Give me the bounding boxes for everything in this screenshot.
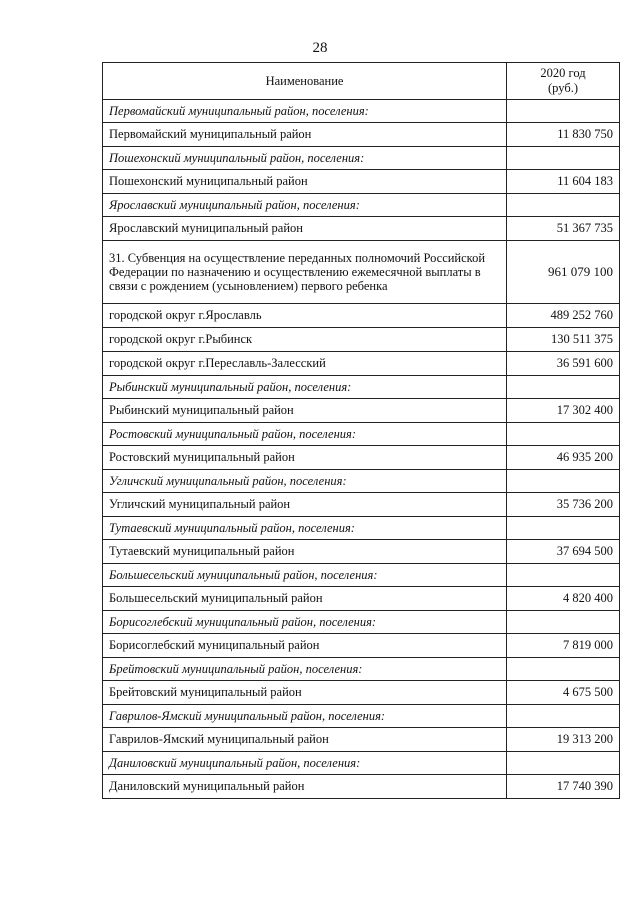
row-name-cell: Ярославский муниципальный район, поселения:	[103, 194, 507, 217]
table-row	[103, 728, 620, 752]
row-name-cell: Гаврилов-Ямский муниципальный район, поселения:	[103, 705, 507, 728]
section-row	[103, 658, 620, 681]
table-row	[103, 399, 620, 423]
table-row	[103, 587, 620, 611]
row-value-cell	[507, 564, 620, 587]
table-body	[103, 100, 620, 799]
row-name-cell: Угличский муниципальный район, поселения:	[103, 470, 507, 493]
section-row	[103, 147, 620, 170]
row-value-cell	[507, 705, 620, 728]
row-name-cell: Пошехонский муниципальный район	[103, 170, 507, 194]
row-value-cell	[507, 423, 620, 446]
row-value-cell: 36 591 600	[507, 352, 620, 376]
row-name-cell: 31. Субвенция на осуществление переданных полномочий Российской Федерации по назначению и осуществлению ежемесячной выплаты в связи с рождением (усыновлением) первого ребенка	[103, 241, 507, 304]
section-row	[103, 423, 620, 446]
row-value-cell	[507, 611, 620, 634]
row-value-cell: 17 740 390	[507, 775, 620, 799]
subvention-row	[103, 241, 620, 304]
table-row	[103, 634, 620, 658]
section-row	[103, 752, 620, 775]
row-value-cell: 489 252 760	[507, 304, 620, 328]
budget-table	[102, 62, 620, 799]
row-name-cell: Ростовский муниципальный район, поселения:	[103, 423, 507, 446]
row-value-cell: 130 511 375	[507, 328, 620, 352]
row-value-cell: 46 935 200	[507, 446, 620, 470]
row-name-cell: Пошехонский муниципальный район, поселения:	[103, 147, 507, 170]
row-value-cell: 37 694 500	[507, 540, 620, 564]
row-name-cell: Рыбинский муниципальный район, поселения:	[103, 376, 507, 399]
row-value-cell: 51 367 735	[507, 217, 620, 241]
row-name-cell: Ростовский муниципальный район	[103, 446, 507, 470]
row-name-cell: Борисоглебский муниципальный район, поселения:	[103, 611, 507, 634]
row-name-cell: Брейтовский муниципальный район	[103, 681, 507, 705]
row-name-cell: Даниловский муниципальный район, поселения:	[103, 752, 507, 775]
table-row	[103, 446, 620, 470]
row-value-cell: 4 820 400	[507, 587, 620, 611]
row-value-cell: 19 313 200	[507, 728, 620, 752]
row-name-cell: Даниловский муниципальный район	[103, 775, 507, 799]
row-name-cell: городской округ г.Рыбинск	[103, 328, 507, 352]
row-value-cell	[507, 517, 620, 540]
table-row	[103, 681, 620, 705]
section-row	[103, 376, 620, 399]
section-row	[103, 517, 620, 540]
table-row	[103, 775, 620, 799]
row-value-cell	[507, 147, 620, 170]
row-name-cell: Брейтовский муниципальный район, поселения:	[103, 658, 507, 681]
section-row	[103, 564, 620, 587]
header-unit-label: (руб.)	[548, 81, 578, 95]
row-name-cell: Большесельский муниципальный район	[103, 587, 507, 611]
section-row	[103, 705, 620, 728]
row-value-cell: 17 302 400	[507, 399, 620, 423]
header-year-label: 2020 год	[540, 66, 586, 80]
row-name-cell: Борисоглебский муниципальный район	[103, 634, 507, 658]
header-name: Наименование	[103, 63, 507, 100]
row-name-cell: Первомайский муниципальный район, поселения:	[103, 100, 507, 123]
row-name-cell: Гаврилов-Ямский муниципальный район	[103, 728, 507, 752]
table-row	[103, 217, 620, 241]
table-row	[103, 304, 620, 328]
row-value-cell	[507, 658, 620, 681]
row-name-cell: Первомайский муниципальный район	[103, 123, 507, 147]
section-row	[103, 194, 620, 217]
table-row	[103, 540, 620, 564]
row-value-cell	[507, 470, 620, 493]
section-row	[103, 100, 620, 123]
header-year	[507, 63, 620, 100]
table-row	[103, 170, 620, 194]
row-name-cell: городской округ г.Ярославль	[103, 304, 507, 328]
row-value-cell: 11 604 183	[507, 170, 620, 194]
row-value-cell	[507, 194, 620, 217]
row-name-cell: Ярославский муниципальный район	[103, 217, 507, 241]
row-value-cell: 11 830 750	[507, 123, 620, 147]
row-value-cell	[507, 752, 620, 775]
row-name-cell: Тутаевский муниципальный район, поселения:	[103, 517, 507, 540]
row-value-cell: 4 675 500	[507, 681, 620, 705]
table-row	[103, 328, 620, 352]
row-name-cell: Большесельский муниципальный район, поселения:	[103, 564, 507, 587]
row-name-cell: Тутаевский муниципальный район	[103, 540, 507, 564]
row-name-cell: Угличский муниципальный район	[103, 493, 507, 517]
section-row	[103, 611, 620, 634]
row-name-cell: городской округ г.Переславль-Залесский	[103, 352, 507, 376]
row-value-cell: 35 736 200	[507, 493, 620, 517]
table-header-row	[103, 63, 620, 100]
row-value-cell: 961 079 100	[507, 241, 620, 304]
table-row	[103, 352, 620, 376]
row-name-cell: Рыбинский муниципальный район	[103, 399, 507, 423]
table-row	[103, 493, 620, 517]
row-value-cell: 7 819 000	[507, 634, 620, 658]
table-row	[103, 123, 620, 147]
section-row	[103, 470, 620, 493]
row-value-cell	[507, 376, 620, 399]
row-value-cell	[507, 100, 620, 123]
page-number: 28	[312, 40, 328, 56]
